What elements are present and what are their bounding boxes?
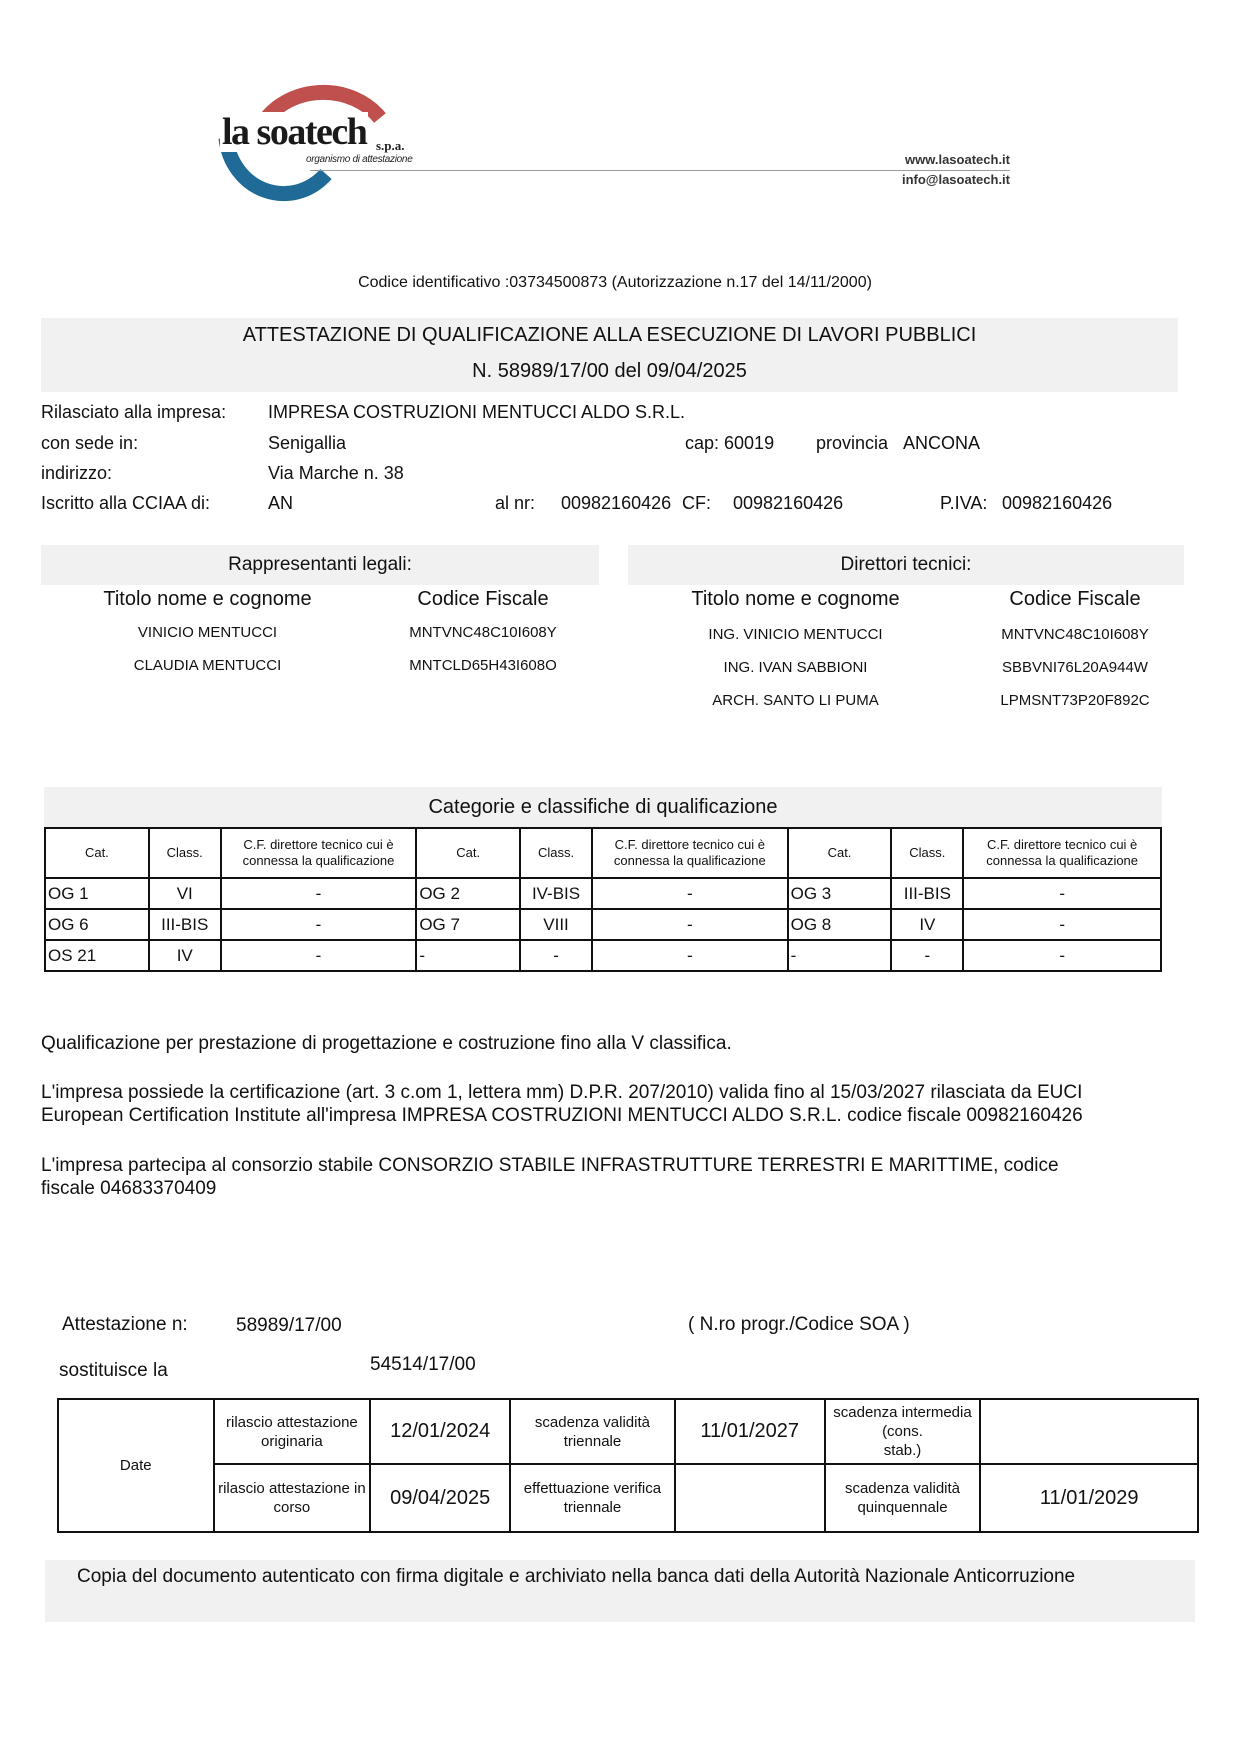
cat-cell: OG 1 [45,878,149,909]
cat-cell: OG 6 [45,909,149,940]
sostituisce-number: 54514/17/00 [370,1354,476,1375]
rilascio-originaria-label: rilascio attestazione originaria [214,1399,371,1464]
verifica-triennale-value [675,1464,825,1532]
direttore-name: ING. IVAN SABBIONI [723,659,868,676]
direttore-name: ING. VINICIO MENTUCCI [708,626,883,643]
rappresentante-name: CLAUDIA MENTUCCI [133,657,282,674]
header-cf-direttore: C.F. direttore tecnico cui è connessa la qualificazione [221,828,417,878]
dates-label: Date [58,1399,214,1532]
cf-cell: - [963,940,1161,971]
cat-cell: OG 2 [416,878,520,909]
direttore-cf: SBBVNI76L20A944W [1002,659,1148,676]
logo-spa: s.p.a. [376,138,405,153]
label-cciaa: Iscritto alla CCIAA di: [41,493,211,513]
rappresentanti-col-cf: Codice Fiscale [417,588,549,610]
label-impresa: Rilasciato alla impresa: [41,402,227,422]
anac-note-band [45,1560,1195,1622]
header-cat: Cat. [45,828,149,878]
provincia-value: ANCONA [903,433,981,453]
title-band [41,318,1178,392]
soa-note: ( N.ro progr./Codice SOA ) [688,1314,910,1335]
nr-value: 00982160426 [561,493,672,513]
rappresentanti-title: Rappresentanti legali: [41,545,599,585]
label-nr: al nr: [495,493,536,513]
label-piva: P.IVA: [940,493,988,513]
note-certificazione-line2: European Certification Institute all'impresa IMPRESA COSTRUZIONI MENTUCCI ALDO S.R.L. codice fiscale 00982160426 [41,1105,1083,1126]
cap-value: cap: 60019 [685,433,775,453]
cf-value: 00982160426 [733,493,844,513]
rappresentante-cf: MNTVNC48C10I608Y [409,624,557,641]
note-certificazione-line1: L'impresa possiede la certificazione (art. 3 c.om 1, lettera mm) D.P.R. 207/2010) valida fino al 15/03/2027 rilasciata da EUCI [41,1082,1083,1103]
email-link[interactable]: info@lasoatech.it [901,172,1010,187]
identifier-line: Codice identificativo :03734500873 (Autorizzazione n.17 del 14/11/2000) [358,274,872,291]
note-consorzio-line1: L'impresa partecipa al consorzio stabile CONSORZIO STABILE INFRASTRUTTURE TERRESTRI E MARITTIME, codice [41,1155,1059,1176]
anac-note: Copia del documento autenticato con firma digitale e archiviato nella banca dati della Autorità Nazionale Anticorruzione [77,1566,1076,1587]
label-cf: CF: [682,493,711,513]
scadenza-intermedia-label: scadenza intermedia (cons. stab.) [825,1399,981,1464]
cat-cell: - [416,940,520,971]
scadenza-quinquennale-label: scadenza validità quinquennale [825,1464,981,1532]
cat-cell: OG 7 [416,909,520,940]
table-row [45,940,1161,971]
page-title: ATTESTAZIONE DI QUALIFICAZIONE ALLA ESECUZIONE DI LAVORI PUBBLICI [242,324,977,346]
cf-cell: - [221,878,417,909]
direttore-name: ARCH. SANTO LI PUMA [712,692,879,709]
table-row [58,1464,1198,1532]
header-cat: Cat. [788,828,892,878]
header-class: Class. [149,828,221,878]
class-cell: VIII [520,909,592,940]
sede-value: Senigallia [268,433,347,453]
rappresentanti-col-name: Titolo nome e cognome [103,588,312,610]
class-cell: VI [149,878,221,909]
class-cell: - [520,940,592,971]
cat-cell: - [788,940,892,971]
header-contacts [820,150,1010,190]
cat-cell: OS 21 [45,940,149,971]
rappresentante-cf: MNTCLD65H43I608O [409,657,557,674]
cciaa-value: AN [268,493,294,513]
scadenza-intermedia-value [980,1399,1198,1464]
header-cat: Cat. [416,828,520,878]
class-cell: IV [149,940,221,971]
table-row [58,1399,1198,1464]
note-consorzio-line2: fiscale 04683370409 [41,1178,217,1199]
class-cell: IV [891,909,963,940]
categorie-title: Categorie e classifiche di qualificazione [44,787,1162,827]
class-cell: IV-BIS [520,878,592,909]
page-subtitle: N. 58989/17/00 del 09/04/2025 [472,360,747,382]
cf-cell: - [963,878,1161,909]
header-class: Class. [891,828,963,878]
table-row [45,878,1161,909]
note-qualificazione: Qualificazione per prestazione di progettazione e costruzione fino alla V classifica. [41,1033,732,1054]
website-link[interactable]: www.lasoatech.it [905,152,1010,167]
cf-cell: - [221,940,417,971]
direttori-title: Direttori tecnici: [628,545,1184,585]
logo-wordmark: la soatech [222,111,367,153]
label-provincia: provincia [816,433,889,453]
class-cell: - [891,940,963,971]
scadenza-triennale-label: scadenza validità triennale [510,1399,675,1464]
cf-cell: - [963,909,1161,940]
header-cf-direttore: C.F. direttore tecnico cui è connessa la qualificazione [963,828,1161,878]
impresa-value: IMPRESA COSTRUZIONI MENTUCCI ALDO S.R.L. [268,402,686,422]
cf-cell: - [592,909,788,940]
direttori-col-name: Titolo nome e cognome [691,588,900,610]
categorie-table [44,827,1162,972]
indirizzo-value: Via Marche n. 38 [268,463,404,483]
table-header-row [45,828,1161,878]
rilascio-corso-label: rilascio attestazione in corso [214,1464,371,1532]
cat-cell: OG 3 [788,878,892,909]
scadenza-triennale-value: 11/01/2027 [675,1399,825,1464]
attestazione-number: 58989/17/00 [236,1315,342,1336]
header-cf-direttore: C.F. direttore tecnico cui è connessa la qualificazione [592,828,788,878]
direttore-cf: LPMSNT73P20F892C [1000,692,1150,709]
label-sostituisce: sostituisce la [59,1360,168,1381]
company-logo [210,58,430,208]
label-indirizzo: indirizzo: [41,463,113,483]
cf-cell: - [592,878,788,909]
direttore-cf: MNTVNC48C10I608Y [1001,626,1149,643]
cf-cell: - [592,940,788,971]
rappresentante-name: VINICIO MENTUCCI [137,624,278,641]
cat-cell: OG 8 [788,909,892,940]
rilascio-corso-value: 09/04/2025 [370,1464,510,1532]
piva-value: 00982160426 [1002,493,1113,513]
header-class: Class. [520,828,592,878]
dates-table [57,1398,1199,1533]
table-row [45,909,1161,940]
class-cell: III-BIS [149,909,221,940]
verifica-triennale-label: effettuazione verifica triennale [510,1464,675,1532]
label-attestazione: Attestazione n: [62,1314,188,1335]
label-sede: con sede in: [41,433,139,453]
class-cell: III-BIS [891,878,963,909]
direttori-col-cf: Codice Fiscale [1009,588,1141,610]
cf-cell: - [221,909,417,940]
rilascio-originaria-value: 12/01/2024 [370,1399,510,1464]
scadenza-quinquennale-value: 11/01/2029 [980,1464,1198,1532]
logo-subtitle: organismo di attestazione [306,154,413,165]
